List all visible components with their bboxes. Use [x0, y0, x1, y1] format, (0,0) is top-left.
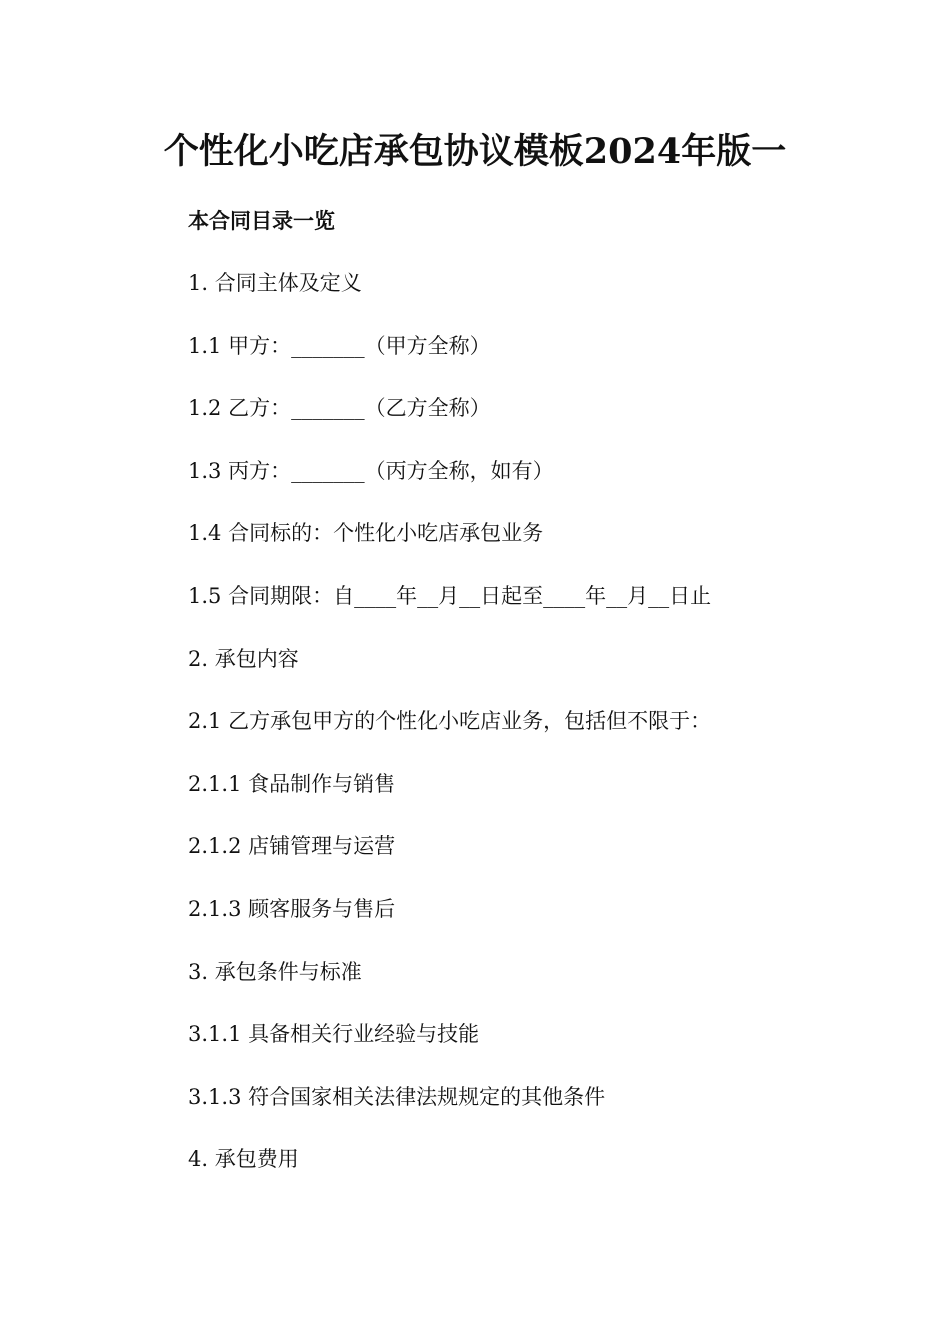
toc-line-2-1-1: 2.1.1 食品制作与销售 [188, 771, 396, 796]
toc-line-3: 3. 承包条件与标准 [188, 959, 362, 984]
toc-line-1-3: 1.3 丙方：_______（丙方全称，如有） [188, 458, 554, 483]
document-title: 个性化小吃店承包协议模板2024年版一 [163, 131, 787, 172]
toc-line-1-4: 1.4 合同标的：个性化小吃店承包业务 [188, 521, 544, 546]
toc-line-4: 4. 承包费用 [188, 1147, 299, 1172]
toc-line-1-2: 1.2 乙方：_______（乙方全称） [188, 396, 491, 421]
toc-line-2-1-2: 2.1.2 店铺管理与运营 [188, 834, 396, 859]
toc-line-1-1: 1.1 甲方：_______（甲方全称） [188, 333, 491, 358]
toc-line-2: 2. 承包内容 [188, 646, 299, 671]
toc-line-3-1-1: 3.1.1 具备相关行业经验与技能 [188, 1022, 480, 1047]
toc-line-2-1-3: 2.1.3 顾客服务与售后 [188, 896, 396, 921]
toc-line-3-1-3: 3.1.3 符合国家相关法律法规规定的其他条件 [188, 1084, 606, 1109]
toc-line-1-5: 1.5 合同期限：自____年__月__日起至____年__月__日止 [188, 583, 712, 608]
toc-line-2-1: 2.1 乙方承包甲方的个性化小吃店业务，包括但不限于： [188, 709, 712, 734]
toc-line-1: 1. 合同主体及定义 [188, 271, 362, 295]
toc-list [188, 268, 711, 1207]
toc-heading: 本合同目录一览 [188, 208, 335, 233]
